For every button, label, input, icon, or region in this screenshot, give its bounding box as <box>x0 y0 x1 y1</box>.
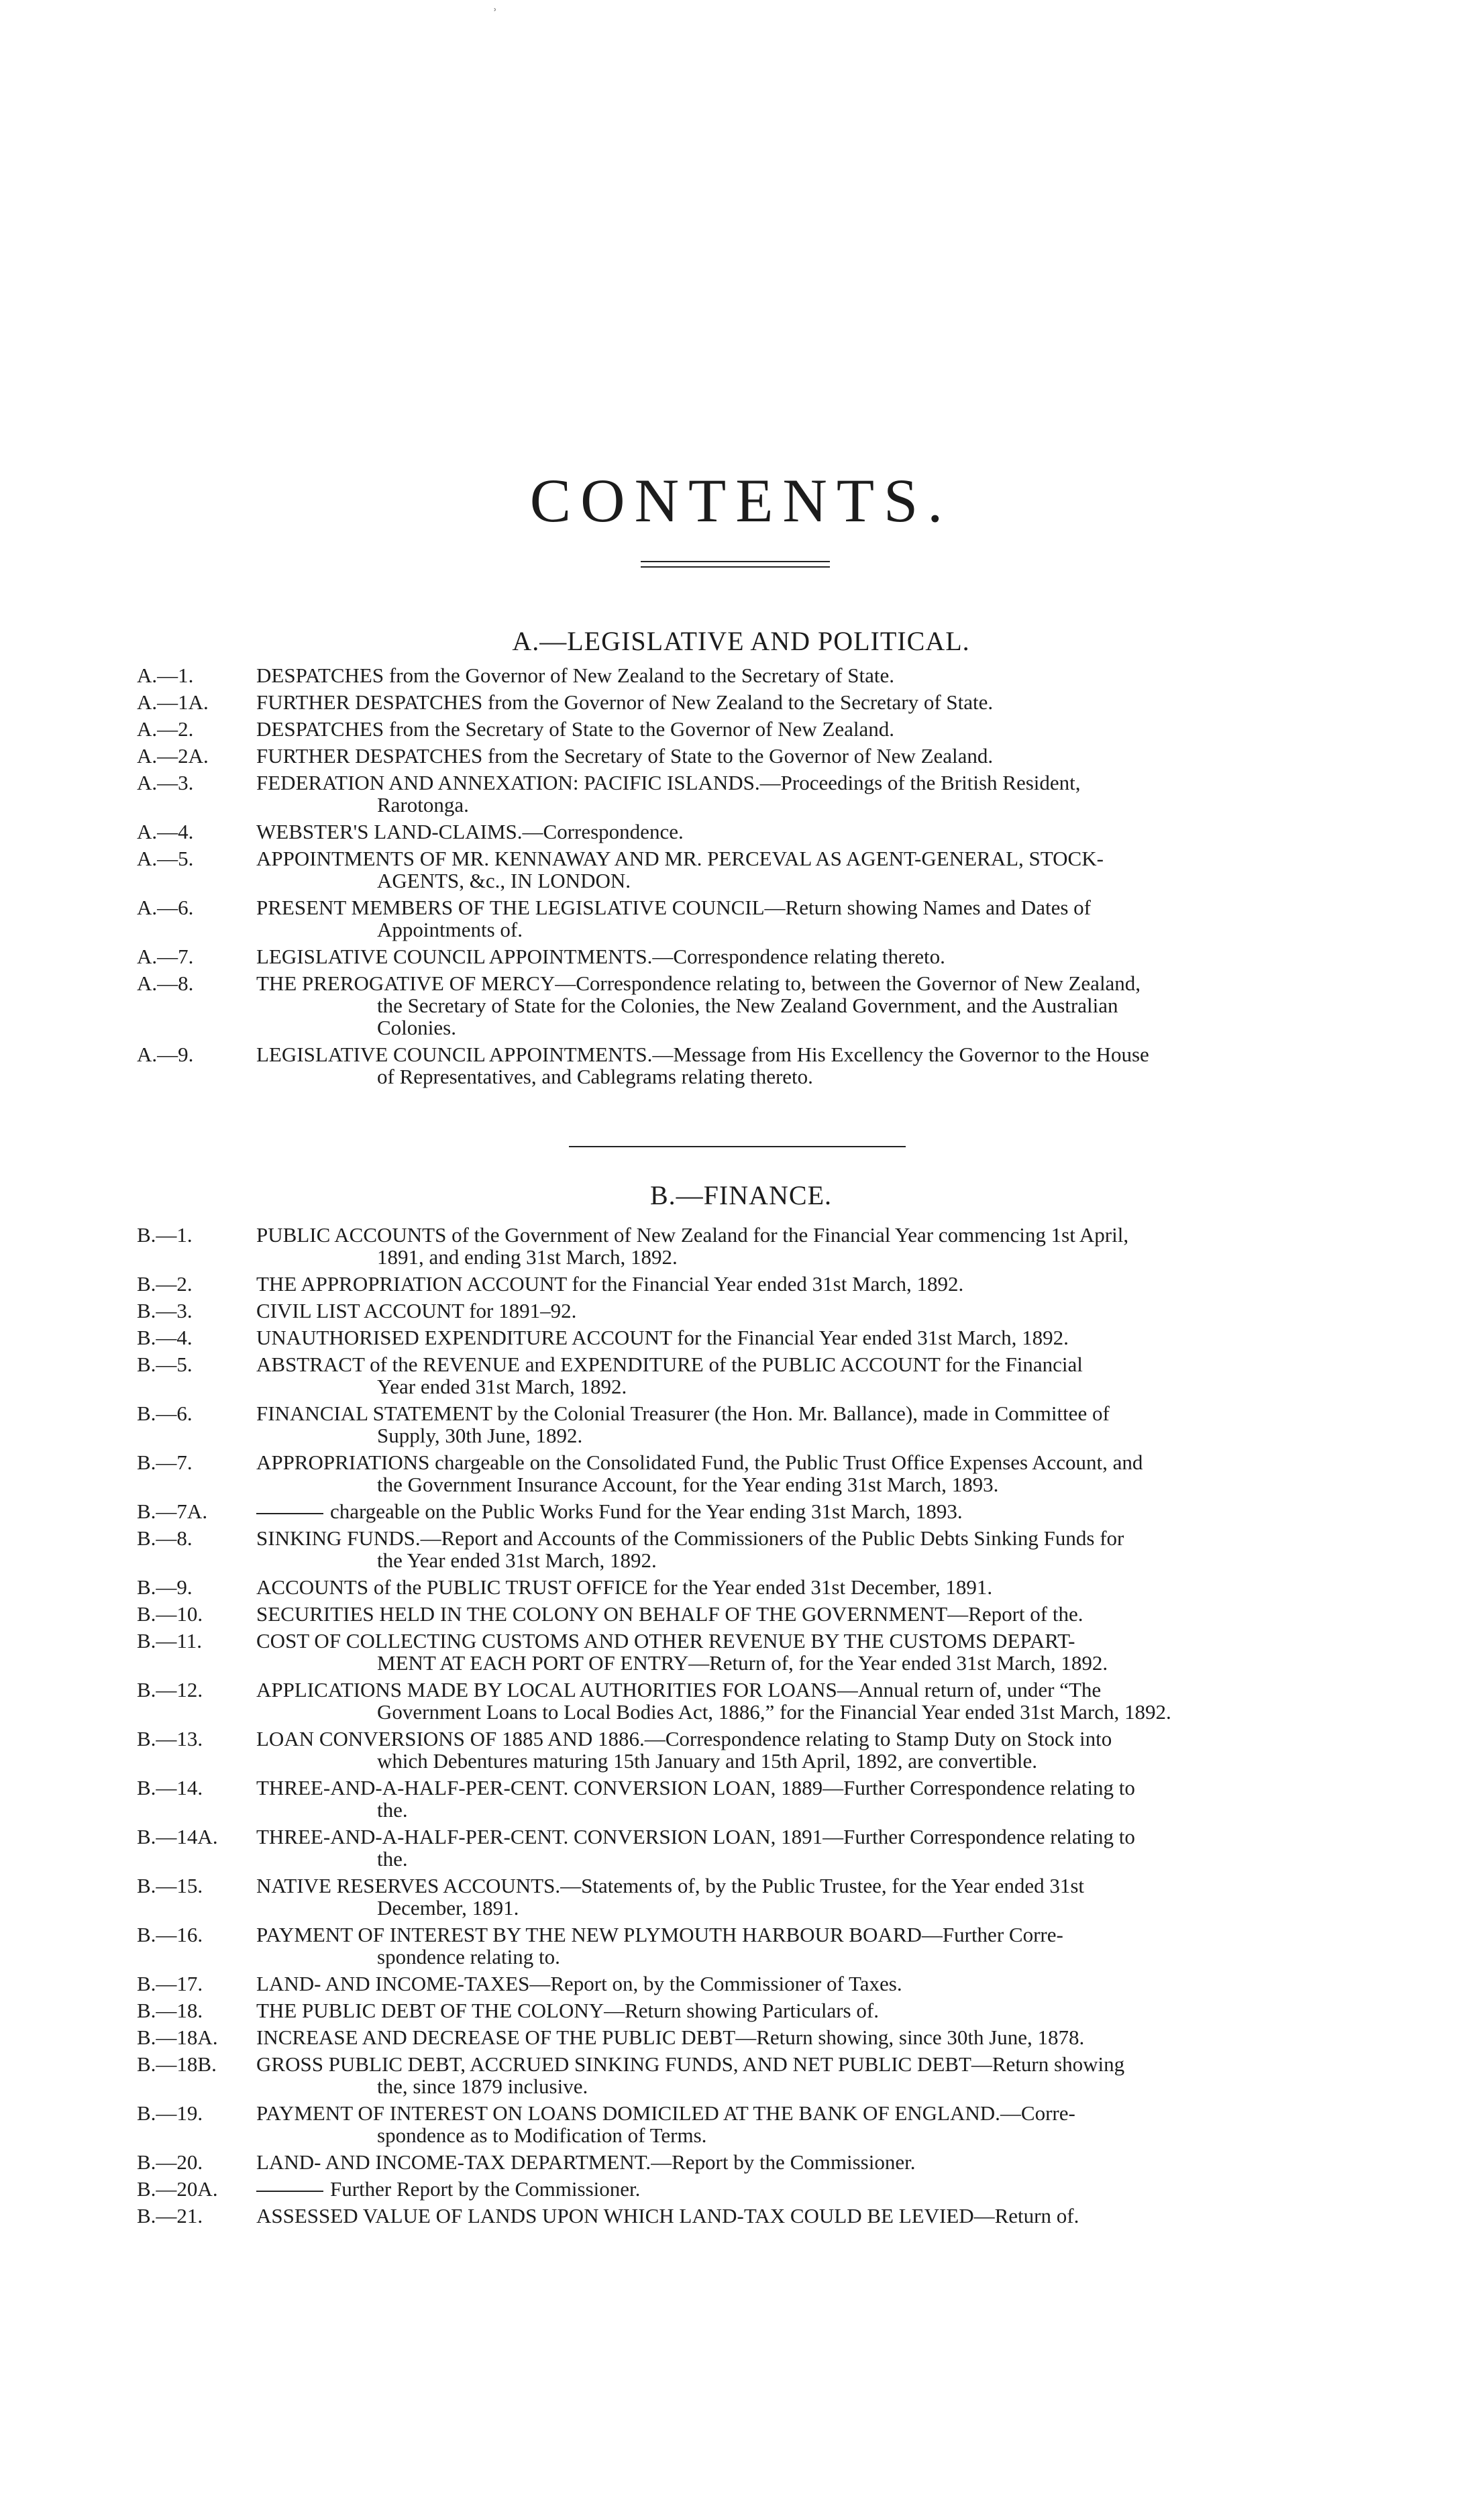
entry-code: B.—8. <box>137 1526 193 1550</box>
ditto-dash <box>256 2191 323 2192</box>
contents-entry <box>137 1500 1338 1522</box>
entry-continuation: spondence as to Modification of Terms. <box>377 2123 707 2147</box>
entry-continuation: December, 1891. <box>377 1896 519 1920</box>
contents-entry <box>137 2205 1338 2227</box>
entry-text <box>256 1924 1338 1968</box>
entry-code: A.—8. <box>137 972 194 995</box>
entry-text <box>256 664 1338 686</box>
entry-code: B.—18A. <box>137 2026 218 2049</box>
entry-continuation: MENT AT EACH PORT OF ENTRY—Return of, for the Year ended 31st March, 1892. <box>377 1651 1108 1675</box>
entry-continuation: the. <box>377 1798 408 1822</box>
contents-entry <box>137 1576 1338 1598</box>
entry-line: THE APPROPRIATION ACCOUNT for the Financial Year ended 31st March, 1892. <box>256 1272 964 1296</box>
entry-line: FURTHER DESPATCHES from the Governor of New Zealand to the Secretary of State. <box>256 690 994 714</box>
entry-text <box>256 1224 1338 1268</box>
contents-entry <box>137 1826 1338 1870</box>
entry-text <box>256 1527 1338 1571</box>
entry-line: FINANCIAL STATEMENT by the Colonial Treasurer (the Hon. Mr. Ballance), made in Committee of <box>256 1402 1110 1425</box>
top-mark: ʾ <box>492 5 498 22</box>
entry-continuation: Supply, 30th June, 1892. <box>377 1424 583 1447</box>
entry-code: B.—1. <box>137 1223 193 1247</box>
entry-continuation: the, since 1879 inclusive. <box>377 2075 588 2098</box>
entry-line: WEBSTER'S LAND-CLAIMS.—Correspondence. <box>256 820 684 843</box>
entry-text <box>256 821 1338 843</box>
contents-entry <box>137 1527 1338 1571</box>
entry-text <box>256 2053 1338 2097</box>
entry-code: A.—1A. <box>137 690 209 714</box>
entry-text <box>256 1326 1338 1349</box>
entry-line: ASSESSED VALUE OF LANDS UPON WHICH LAND-TAX COULD BE LEVIED—Return of. <box>256 2204 1079 2227</box>
entry-text <box>256 772 1338 816</box>
entry-code: A.—2A. <box>137 744 209 768</box>
entry-text <box>256 2205 1338 2227</box>
section-a-list <box>137 664 1338 1092</box>
entry-text <box>256 745 1338 767</box>
entry-line: THREE-AND-A-HALF-PER-CENT. CONVERSION LOAN, 1891—Further Correspondence relating to <box>256 1825 1135 1848</box>
entry-line: CIVIL LIST ACCOUNT for 1891–92. <box>256 1299 577 1322</box>
contents-entry <box>137 1402 1338 1447</box>
title-double-rule <box>641 561 830 568</box>
entry-line: PAYMENT OF INTEREST BY THE NEW PLYMOUTH HARBOUR BOARD—Further Corre- <box>256 1923 1063 1946</box>
contents-entry <box>137 896 1338 941</box>
entry-continuation: the Government Insurance Account, for the Year ending 31st March, 1893. <box>377 1473 999 1496</box>
contents-entry <box>137 1326 1338 1349</box>
entry-code: A.—7. <box>137 945 194 968</box>
entry-text <box>256 1603 1338 1625</box>
entry-line: FEDERATION AND ANNEXATION: PACIFIC ISLANDS.—Proceedings of the British Resident, <box>256 771 1081 794</box>
contents-entry <box>137 1924 1338 1968</box>
entry-code: B.—7. <box>137 1451 193 1474</box>
contents-entry <box>137 1353 1338 1398</box>
entry-text <box>256 2026 1338 2048</box>
entry-continuation: Year ended 31st March, 1892. <box>377 1375 627 1398</box>
entry-continuation: Colonies. <box>377 1016 456 1039</box>
entry-text <box>256 1576 1338 1598</box>
entry-code: B.—20A. <box>137 2177 218 2201</box>
entry-continuation: Government Loans to Local Bodies Act, 1886,” for the Financial Year ended 31st March, 1892. <box>377 1700 1171 1724</box>
contents-entry <box>137 772 1338 816</box>
entry-code: B.—7A. <box>137 1500 208 1523</box>
entry-text <box>256 1500 1338 1522</box>
entry-line: NATIVE RESERVES ACCOUNTS.—Statements of, by the Public Trustee, for the Year ended 31st <box>256 1874 1085 1897</box>
entry-line: PRESENT MEMBERS OF THE LEGISLATIVE COUNCIL—Return showing Names and Dates of <box>256 896 1091 919</box>
contents-entry <box>137 1603 1338 1625</box>
entry-line: APPLICATIONS MADE BY LOCAL AUTHORITIES FOR LOANS—Annual return of, under “The <box>256 1678 1102 1701</box>
contents-entry <box>137 2178 1338 2200</box>
entry-line: chargeable on the Public Works Fund for the Year ending 31st March, 1893. <box>330 1500 963 1523</box>
entry-code: B.—20. <box>137 2150 203 2174</box>
entry-continuation: 1891, and ending 31st March, 1892. <box>377 1245 678 1269</box>
contents-entry <box>137 1043 1338 1088</box>
entry-code: A.—5. <box>137 847 194 870</box>
entry-line: LEGISLATIVE COUNCIL APPOINTMENTS.—Message from His Excellency the Governor to the House <box>256 1043 1149 1066</box>
entry-code: A.—9. <box>137 1043 194 1066</box>
entry-line: SINKING FUNDS.—Report and Accounts of the Commissioners of the Public Debts Sinking Funds for <box>256 1526 1124 1550</box>
contents-entry <box>137 1875 1338 1919</box>
contents-entry <box>137 1999 1338 2022</box>
contents-entry <box>137 1973 1338 1995</box>
entry-line: ACCOUNTS of the PUBLIC TRUST OFFICE for the Year ended 31st December, 1891. <box>256 1575 993 1599</box>
entry-text <box>256 2102 1338 2146</box>
entry-line: PAYMENT OF INTEREST ON LOANS DOMICILED AT THE BANK OF ENGLAND.—Corre- <box>256 2101 1075 2125</box>
contents-entry <box>137 718 1338 740</box>
entry-line: LEGISLATIVE COUNCIL APPOINTMENTS.—Correspondence relating thereto. <box>256 945 945 968</box>
entry-text <box>256 1300 1338 1322</box>
entry-text <box>256 896 1338 941</box>
entry-code: B.—4. <box>137 1326 193 1349</box>
entry-code: B.—10. <box>137 1602 203 1626</box>
entry-code: B.—6. <box>137 1402 193 1425</box>
entry-text <box>256 691 1338 713</box>
contents-entry <box>137 1777 1338 1821</box>
contents-entry <box>137 945 1338 967</box>
contents-entry <box>137 1273 1338 1295</box>
section-b-list <box>137 1224 1338 2232</box>
contents-entry <box>137 2026 1338 2048</box>
entry-line: ABSTRACT of the REVENUE and EXPENDITURE of the PUBLIC ACCOUNT for the Financial <box>256 1353 1083 1376</box>
entry-code: A.—6. <box>137 896 194 919</box>
contents-entry <box>137 2053 1338 2097</box>
entry-code: B.—16. <box>137 1923 203 1946</box>
entry-text <box>256 972 1338 1039</box>
page-title: CONTENTS. <box>529 466 953 535</box>
entry-line: THE PREROGATIVE OF MERCY—Correspondence relating to, between the Governor of New Zealand, <box>256 972 1141 995</box>
contents-entry <box>137 821 1338 843</box>
entry-line: INCREASE AND DECREASE OF THE PUBLIC DEBT—Return showing, since 30th June, 1878. <box>256 2026 1085 2049</box>
entry-code: A.—4. <box>137 820 194 843</box>
contents-entry <box>137 1679 1338 1723</box>
entry-line: SECURITIES HELD IN THE COLONY ON BEHALF OF THE GOVERNMENT—Report of the. <box>256 1602 1083 1626</box>
entry-line: DESPATCHES from the Secretary of State to the Governor of New Zealand. <box>256 717 895 741</box>
entry-code: B.—12. <box>137 1678 203 1701</box>
contents-entry <box>137 847 1338 892</box>
contents-entry <box>137 664 1338 686</box>
entry-line: THREE-AND-A-HALF-PER-CENT. CONVERSION LOAN, 1889—Further Correspondence relating to <box>256 1776 1135 1799</box>
entry-text <box>256 1402 1338 1447</box>
entry-continuation: which Debentures maturing 15th January and 15th April, 1892, are convertible. <box>377 1749 1037 1773</box>
entry-code: B.—19. <box>137 2101 203 2125</box>
entry-line: FURTHER DESPATCHES from the Secretary of State to the Governor of New Zealand. <box>256 744 994 768</box>
entry-code: B.—21. <box>137 2204 203 2227</box>
entry-code: B.—5. <box>137 1353 193 1376</box>
section-a-heading: A.—LEGISLATIVE AND POLITICAL. <box>512 626 970 656</box>
entry-continuation: spondence relating to. <box>377 1945 560 1968</box>
entry-text <box>256 1043 1338 1088</box>
entry-code: A.—2. <box>137 717 194 741</box>
entry-continuation: Appointments of. <box>377 918 523 941</box>
entry-text <box>256 1451 1338 1495</box>
entry-text <box>256 718 1338 740</box>
entry-code: B.—3. <box>137 1299 193 1322</box>
entry-code: B.—14. <box>137 1776 203 1799</box>
entry-text <box>256 1353 1338 1398</box>
entry-code: B.—18. <box>137 1999 203 2022</box>
entry-text <box>256 1973 1338 1995</box>
entry-line: LAND- AND INCOME-TAXES—Report on, by the Commissioner of Taxes. <box>256 1972 902 1995</box>
entry-line: DESPATCHES from the Governor of New Zealand to the Secretary of State. <box>256 664 895 687</box>
entry-text <box>256 1630 1338 1674</box>
entry-continuation: the Secretary of State for the Colonies, the New Zealand Government, and the Australian <box>377 994 1118 1017</box>
entry-line: LOAN CONVERSIONS OF 1885 AND 1886.—Correspondence relating to Stamp Duty on Stock into <box>256 1727 1112 1750</box>
entry-line: UNAUTHORISED EXPENDITURE ACCOUNT for the Financial Year ended 31st March, 1892. <box>256 1326 1069 1349</box>
entry-continuation: the. <box>377 1847 408 1871</box>
entry-code: B.—2. <box>137 1272 193 1296</box>
entry-text <box>256 945 1338 967</box>
entry-line: APPROPRIATIONS chargeable on the Consolidated Fund, the Public Trust Office Expenses Account, and <box>256 1451 1143 1474</box>
contents-entry <box>137 1630 1338 1674</box>
section-b-heading: B.—FINANCE. <box>649 1180 833 1210</box>
entry-text <box>256 2151 1338 2173</box>
entry-line: APPOINTMENTS OF MR. KENNAWAY AND MR. PERCEVAL AS AGENT-GENERAL, STOCK- <box>256 847 1104 870</box>
entry-code: A.—1. <box>137 664 194 687</box>
ditto-dash <box>256 1513 323 1514</box>
entry-line: LAND- AND INCOME-TAX DEPARTMENT.—Report by the Commissioner. <box>256 2150 916 2174</box>
entry-line: PUBLIC ACCOUNTS of the Government of New Zealand for the Financial Year commencing 1st April, <box>256 1223 1129 1247</box>
contents-entry <box>137 745 1338 767</box>
entry-line: Further Report by the Commissioner. <box>330 2177 641 2201</box>
entry-line: COST OF COLLECTING CUSTOMS AND OTHER REVENUE BY THE CUSTOMS DEPART- <box>256 1629 1075 1652</box>
entry-text <box>256 847 1338 892</box>
contents-entry <box>137 972 1338 1039</box>
contents-entry <box>137 2102 1338 2146</box>
contents-entry <box>137 1224 1338 1268</box>
entry-code: B.—15. <box>137 1874 203 1897</box>
contents-entry <box>137 2151 1338 2173</box>
entry-code: B.—14A. <box>137 1825 218 1848</box>
entry-code: B.—11. <box>137 1629 203 1652</box>
entry-text <box>256 2178 1338 2200</box>
entry-text <box>256 1728 1338 1772</box>
entry-code: A.—3. <box>137 771 194 794</box>
entry-text <box>256 1826 1338 1870</box>
entry-code: B.—13. <box>137 1727 203 1750</box>
entry-text <box>256 1273 1338 1295</box>
entry-continuation: AGENTS, &c., IN LONDON. <box>377 869 631 892</box>
entry-code: B.—9. <box>137 1575 193 1599</box>
contents-entry <box>137 1728 1338 1772</box>
entry-continuation: Rarotonga. <box>377 793 469 817</box>
entry-text <box>256 1999 1338 2022</box>
entry-code: B.—18B. <box>137 2052 217 2076</box>
contents-entry <box>137 1451 1338 1495</box>
entry-text <box>256 1777 1338 1821</box>
entry-continuation: of Representatives, and Cablegrams relating thereto. <box>377 1065 813 1088</box>
entry-code: B.—17. <box>137 1972 203 1995</box>
section-divider-rule <box>569 1146 906 1147</box>
entry-text <box>256 1875 1338 1919</box>
entry-text <box>256 1679 1338 1723</box>
entry-line: THE PUBLIC DEBT OF THE COLONY—Return showing Particulars of. <box>256 1999 879 2022</box>
contents-entry <box>137 1300 1338 1322</box>
contents-entry <box>137 691 1338 713</box>
entry-line: GROSS PUBLIC DEBT, ACCRUED SINKING FUNDS, AND NET PUBLIC DEBT—Return showing <box>256 2052 1125 2076</box>
entry-continuation: the Year ended 31st March, 1892. <box>377 1548 657 1572</box>
